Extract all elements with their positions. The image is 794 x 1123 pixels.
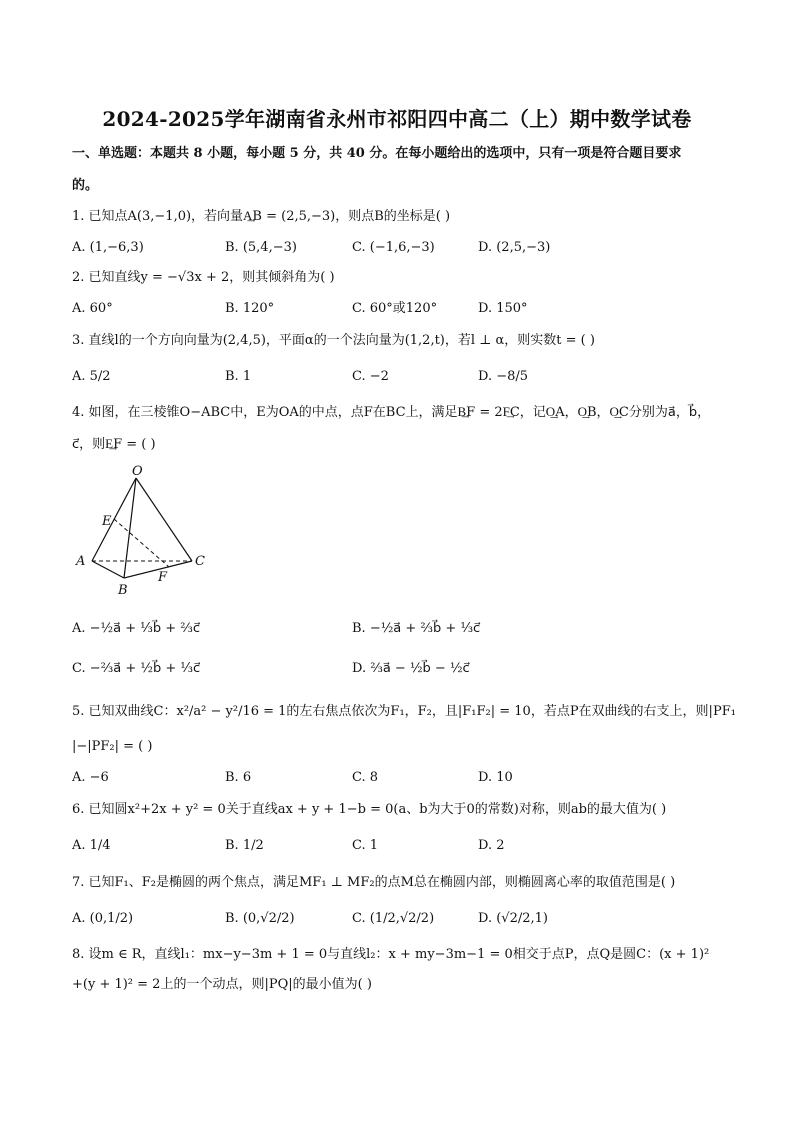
question-4-stem-cont: c⃗，则E͢F = ( ) xyxy=(72,437,156,452)
question-3-stem: 3. 直线l的一个方向向量为(2,4,5)，平面α的一个法向量为(1,2,t)，若l ⊥ α，则实数t = ( ) xyxy=(72,333,595,348)
q5-option-d[interactable]: D. 10 xyxy=(478,770,513,785)
q4-option-c[interactable]: C. −⅔a⃗ + ½b⃗ + ⅓c⃗ xyxy=(72,661,201,676)
label-a: A xyxy=(76,554,86,569)
q3-option-d[interactable]: D. −8/5 xyxy=(478,369,529,384)
segment-ef xyxy=(114,519,169,567)
q5-option-b[interactable]: B. 6 xyxy=(225,770,252,785)
question-8-stem: 8. 设m ∈ R，直线l₁：mx−y−3m + 1 = 0与直线l₂：x + my−3m−1 = 0相交于点P，点Q是圆C：(x + 1)² xyxy=(72,947,710,962)
q5-option-c[interactable]: C. 8 xyxy=(352,770,379,785)
q4-option-a[interactable]: A. −½a⃗ + ⅓b⃗ + ⅔c⃗ xyxy=(72,621,201,636)
question-4-stem: 4. 如图，在三棱锥O−ABC中，E为OA的中点，点F在BC上，满足B͢F = 2F͢C，记O͢A，O͢B，O͢C分别为a⃗，b⃗， xyxy=(72,405,711,420)
label-o: O xyxy=(132,464,143,479)
label-e: E xyxy=(102,514,112,529)
question-5-stem-cont: |−|PF₂| = ( ) xyxy=(72,739,153,754)
question-7-stem: 7. 已知F₁、F₂是椭圆的两个焦点，满足MF₁ ⊥ MF₂的点M总在椭圆内部，则椭圆离心率的取值范围是( ) xyxy=(72,875,676,890)
q2-option-d[interactable]: D. 150° xyxy=(478,301,528,316)
question-6-stem: 6. 已知圆x²+2x + y² = 0关于直线ax + y + 1−b = 0(a、b为大于0的常数)对称，则ab的最大值为( ) xyxy=(72,802,667,817)
q7-option-a[interactable]: A. (0,1/2) xyxy=(72,911,134,926)
q1-option-c[interactable]: C. (−1,6,−3) xyxy=(352,240,435,255)
exam-title: 2024-2025学年湖南省永州市祁阳四中高二（上）期中数学试卷 xyxy=(102,107,692,131)
q3-option-b[interactable]: B. 1 xyxy=(225,369,252,384)
q7-option-d[interactable]: D. (√2/2,1) xyxy=(478,911,548,926)
q2-option-c[interactable]: C. 60°或120° xyxy=(352,301,438,316)
question-2-stem: 2. 已知直线y = −√3x + 2，则其倾斜角为( ) xyxy=(72,270,335,285)
q7-option-c[interactable]: C. (1/2,√2/2) xyxy=(352,911,435,926)
q4-option-d[interactable]: D. ⅔a⃗ − ½b⃗ − ½c⃗ xyxy=(352,661,470,676)
tetrahedron-diagram xyxy=(72,463,212,601)
label-c: C xyxy=(195,554,205,569)
q3-option-c[interactable]: C. −2 xyxy=(352,369,389,384)
label-b: B xyxy=(118,583,128,598)
q2-option-a[interactable]: A. 60° xyxy=(72,301,113,316)
section-heading: 一、单选题：本题共 8 小题，每小题 5 分，共 40 分。在每小题给出的选项中，只有一项是符合题目要求 xyxy=(72,146,682,161)
label-f: F xyxy=(158,570,168,585)
edge-oc xyxy=(136,478,192,561)
q1-option-b[interactable]: B. (5,4,−3) xyxy=(225,240,297,255)
q6-option-d[interactable]: D. 2 xyxy=(478,838,505,853)
edge-ab xyxy=(92,561,124,578)
q1-option-d[interactable]: D. (2,5,−3) xyxy=(478,240,551,255)
q6-option-c[interactable]: C. 1 xyxy=(352,838,379,853)
tetrahedron-figure xyxy=(72,463,212,601)
q6-option-a[interactable]: A. 1/4 xyxy=(72,838,111,853)
q4-option-b[interactable]: B. −½a⃗ + ⅔b⃗ + ⅓c⃗ xyxy=(352,621,481,636)
q2-option-b[interactable]: B. 120° xyxy=(225,301,275,316)
q6-option-b[interactable]: B. 1/2 xyxy=(225,838,264,853)
edge-ob xyxy=(124,478,136,578)
question-5-stem: 5. 已知双曲线C：x²/a² − y²/16 = 1的左右焦点依次为F₁，F₂，且|F₁F₂| = 10，若点P在双曲线的右支上，则|PF₁ xyxy=(72,704,736,719)
q1-option-a[interactable]: A. (1,−6,3) xyxy=(72,240,144,255)
section-heading-cont: 的。 xyxy=(72,178,99,193)
q5-option-a[interactable]: A. −6 xyxy=(72,770,109,785)
question-1-stem: 1. 已知点A(3,−1,0)，若向量A͢B = (2,5,−3)，则点B的坐标是( ) xyxy=(72,209,451,224)
q3-option-a[interactable]: A. 5/2 xyxy=(72,369,111,384)
question-8-stem-cont: +(y + 1)² = 2上的一个动点，则|PQ|的最小值为( ) xyxy=(72,977,372,992)
q7-option-b[interactable]: B. (0,√2/2) xyxy=(225,911,295,926)
